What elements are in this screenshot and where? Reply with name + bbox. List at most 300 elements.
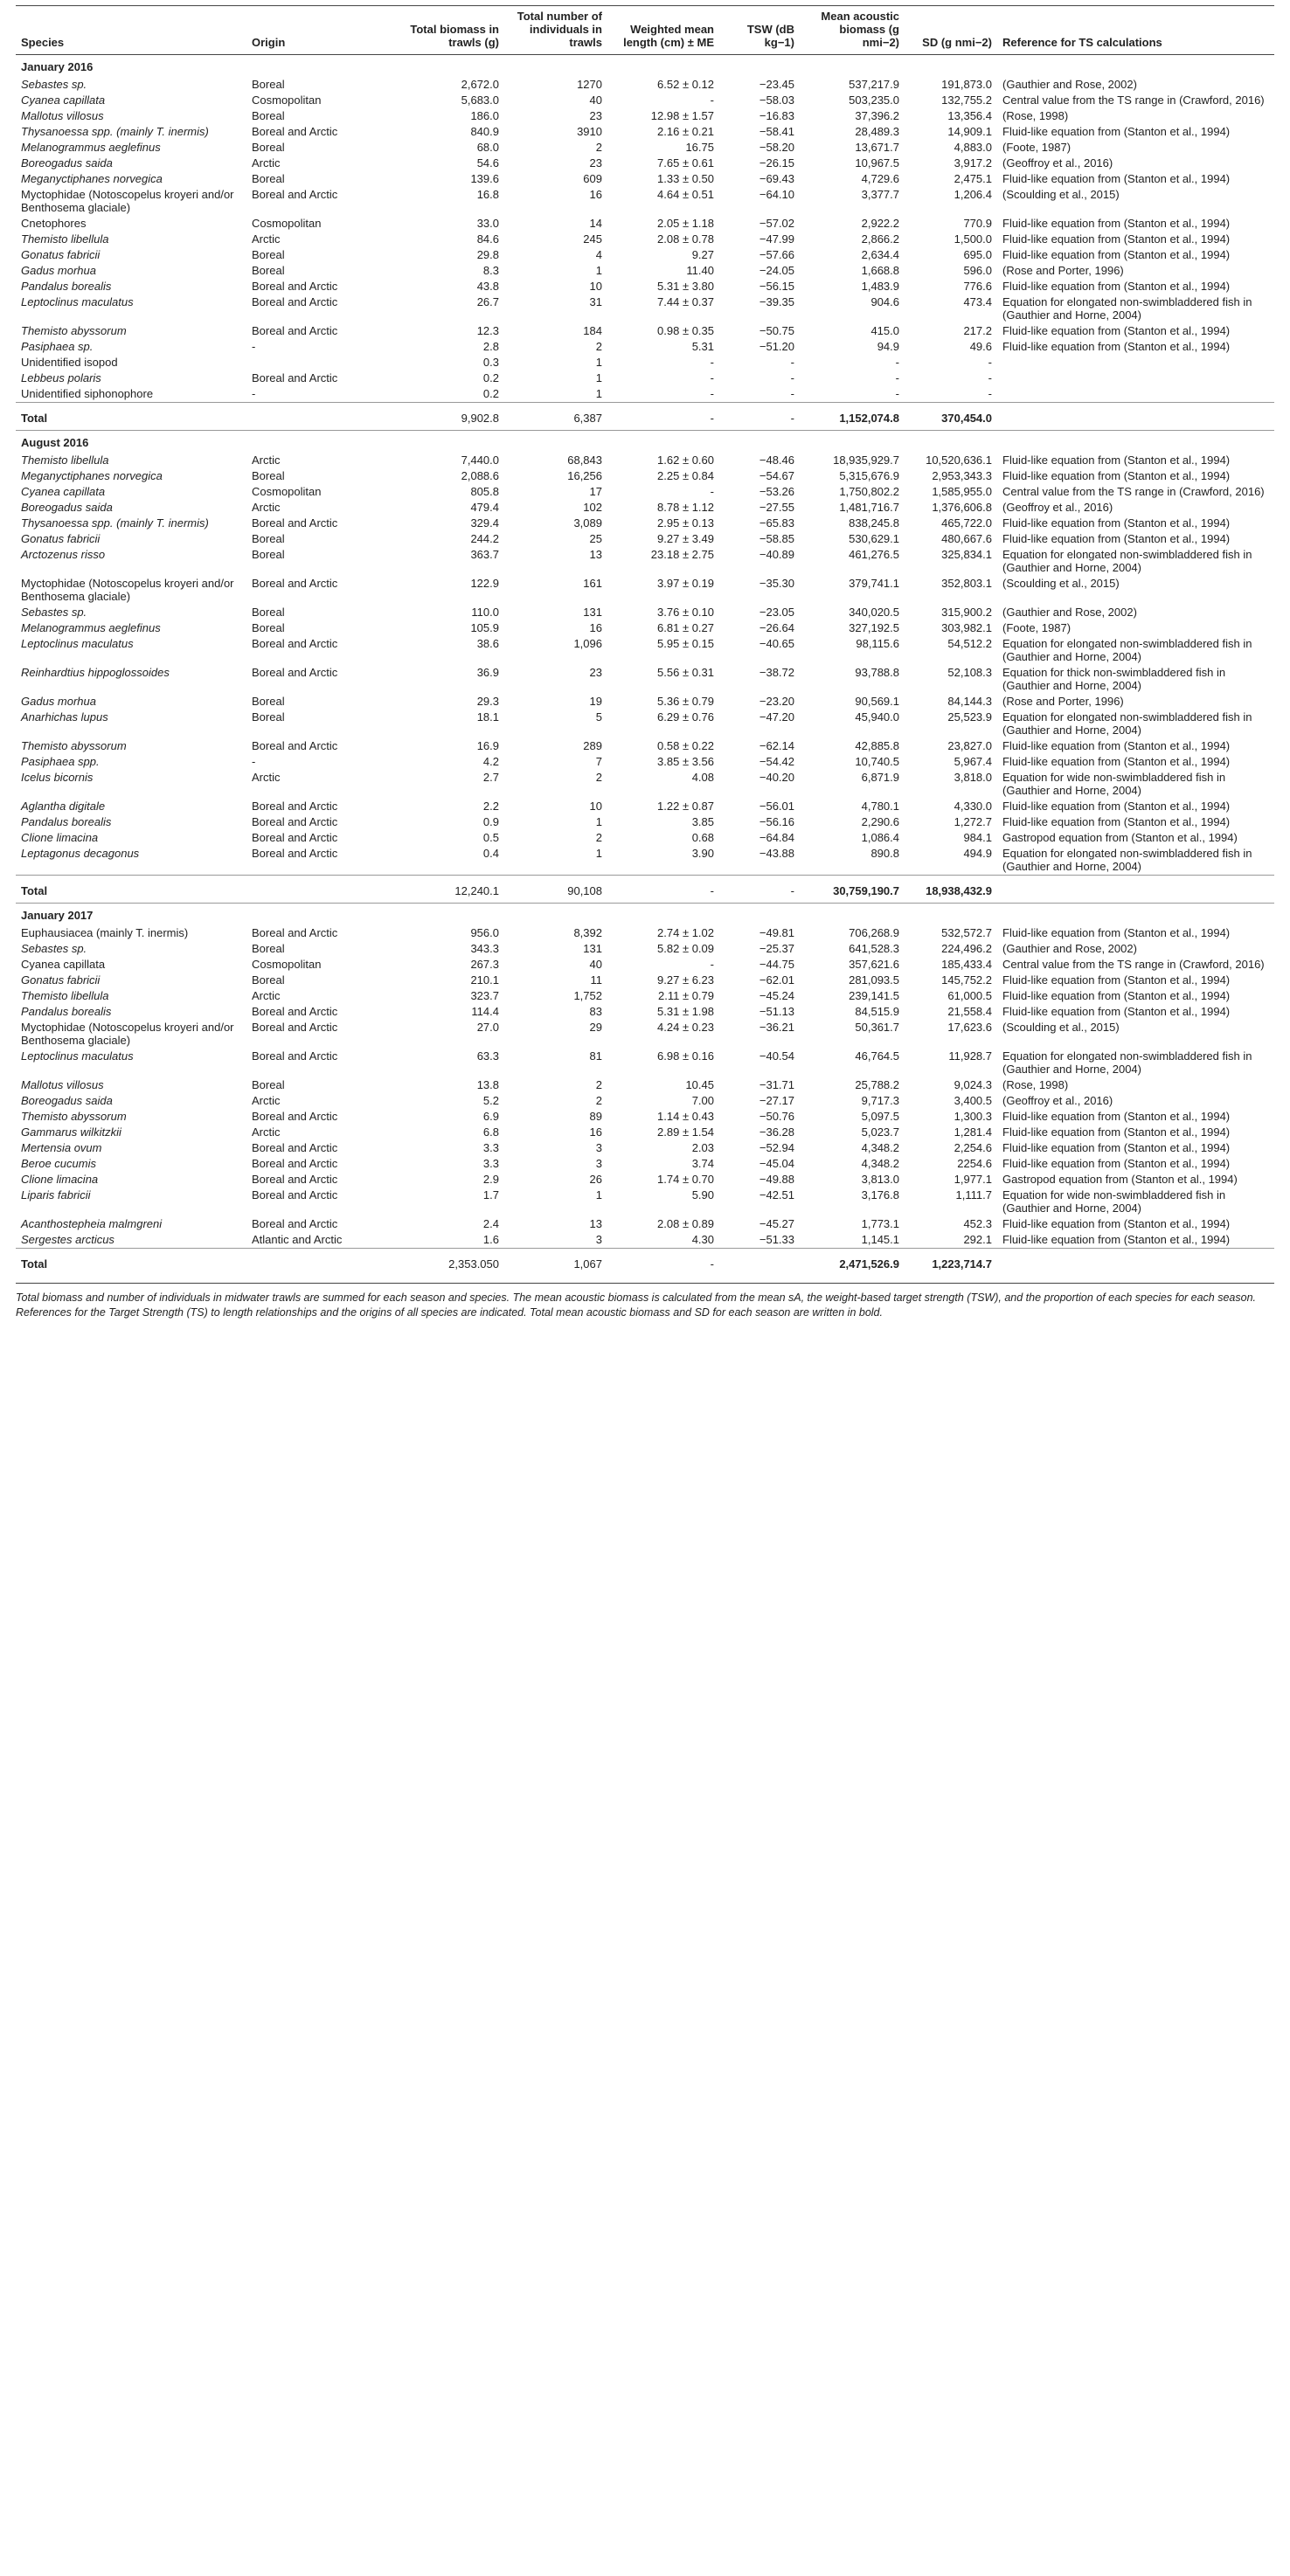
origin-cell: Boreal: [252, 141, 285, 154]
reference-cell: Fluid-like equation from (Stanton et al., 1994): [1002, 1233, 1231, 1246]
biomass-cell: 54.6: [476, 156, 499, 170]
origin-cell: Boreal and Arctic: [252, 577, 338, 590]
sd-cell: 185,433.4: [941, 958, 992, 971]
count-cell: 609: [583, 172, 602, 185]
reference-cell: (Geoffroy et al., 2016): [1002, 1094, 1113, 1107]
sd-cell: 21,558.4: [947, 1005, 992, 1018]
ts-cell: −23.20: [759, 695, 794, 708]
species-cell: Mallotus villosus: [21, 109, 104, 122]
count-cell: 10: [589, 800, 602, 813]
sd-cell: 2,953,343.3: [932, 469, 992, 482]
origin-cell: Boreal and Arctic: [252, 295, 338, 308]
biomass-cell: 186.0: [470, 109, 499, 122]
biomass-cell: 33.0: [476, 217, 499, 230]
length-cell: 9.27 ± 6.23: [657, 973, 714, 987]
count-cell: 16: [589, 1125, 602, 1139]
biomass-cell: 114.4: [471, 1005, 499, 1018]
total-ts-cell: -: [719, 876, 800, 904]
biomass-cell: 4.2: [482, 755, 499, 768]
biomass-cell: 363.7: [470, 548, 499, 561]
acoustic-biomass-cell: 1,483.9: [861, 280, 899, 293]
ts-cell: -: [790, 387, 794, 400]
acoustic-biomass-cell: 357,621.6: [849, 958, 899, 971]
ts-cell: −45.04: [759, 1157, 794, 1170]
length-cell: 6.52 ± 0.12: [657, 78, 714, 91]
sd-cell: 52,108.3: [947, 666, 992, 679]
ts-cell: −25.37: [759, 942, 794, 955]
biomass-cell: 18.1: [476, 710, 499, 724]
table-row: [16, 124, 1274, 140]
length-cell: 3.85: [691, 815, 714, 828]
length-cell: 2.05 ± 1.18: [657, 217, 714, 230]
reference-cell: Fluid-like equation from (Stanton et al., 1994): [1002, 340, 1231, 353]
biomass-cell: 122.9: [470, 577, 499, 590]
biomass-cell: 6.8: [482, 1125, 499, 1139]
biomass-cell: 105.9: [470, 621, 499, 634]
sd-cell: 11,928.7: [948, 1049, 992, 1063]
length-cell: -: [710, 387, 714, 400]
table-row: [16, 247, 1274, 263]
column-header: SD (g nmi−2): [905, 6, 997, 55]
length-cell: 2.03: [691, 1141, 714, 1154]
length-cell: 9.27 ± 3.49: [657, 532, 714, 545]
reference-cell: Fluid-like equation from (Stanton et al., 1994): [1002, 1157, 1231, 1170]
count-cell: 13: [589, 1217, 602, 1230]
ts-cell: −58.03: [759, 93, 794, 107]
table-row: [16, 547, 1274, 576]
ts-cell: −64.84: [759, 831, 794, 844]
length-cell: 5.90: [691, 1188, 714, 1201]
species-biomass-table: [16, 5, 1274, 1276]
ts-cell: −58.20: [759, 141, 794, 154]
acoustic-biomass-cell: 2,290.6: [861, 815, 899, 828]
species-cell: Myctophidae (Notoscopelus kroyeri and/or Benthosema glaciale): [21, 1021, 234, 1047]
total-sd-cell: 18,938,432.9: [905, 876, 997, 904]
total-biomass-cell: 9,902.8: [399, 403, 504, 431]
sd-cell: 1,281.4: [954, 1125, 992, 1139]
ts-cell: −64.10: [759, 188, 794, 201]
species-cell: Gadus morhua: [21, 264, 96, 277]
sd-cell: 1,977.1: [954, 1173, 992, 1186]
origin-cell: Boreal and Arctic: [252, 1049, 338, 1063]
biomass-cell: 329.4: [470, 516, 499, 530]
sd-cell: 352,803.1: [941, 577, 992, 590]
sd-cell: 4,330.0: [954, 800, 992, 813]
count-cell: 289: [583, 739, 602, 752]
ts-cell: −26.15: [759, 156, 794, 170]
acoustic-biomass-cell: 13,671.7: [855, 141, 899, 154]
ts-cell: −51.20: [759, 340, 794, 353]
acoustic-biomass-cell: 838,245.8: [849, 516, 899, 530]
empty-cell: [246, 876, 399, 904]
biomass-cell: 16.8: [476, 188, 499, 201]
species-cell: Themisto abyssorum: [21, 324, 127, 337]
sd-cell: 770.9: [963, 217, 992, 230]
ts-cell: −58.41: [759, 125, 794, 138]
table-row: [16, 988, 1274, 1004]
count-cell: 10: [589, 280, 602, 293]
acoustic-biomass-cell: 46,764.5: [855, 1049, 899, 1063]
sd-cell: 1,376,606.8: [932, 501, 992, 514]
species-cell: Leptoclinus maculatus: [21, 1049, 134, 1063]
ts-cell: −47.99: [759, 232, 794, 246]
reference-cell: (Geoffroy et al., 2016): [1002, 156, 1113, 170]
origin-cell: Cosmopolitan: [252, 217, 322, 230]
origin-cell: Boreal: [252, 1078, 285, 1091]
species-cell: Gonatus fabricii: [21, 532, 101, 545]
empty-cell: [246, 1249, 399, 1277]
sd-cell: 4,883.0: [954, 141, 992, 154]
count-cell: 2: [595, 831, 602, 844]
reference-cell: Equation for elongated non-swimbladdered fish in (Gauthier and Horne, 2004): [1002, 1049, 1252, 1076]
section-title: January 2016: [16, 55, 1274, 78]
sd-cell: 315,900.2: [941, 606, 992, 619]
count-cell: 131: [583, 942, 602, 955]
species-cell: Sebastes sp.: [21, 606, 87, 619]
origin-cell: Boreal: [252, 109, 285, 122]
origin-cell: Arctic: [252, 501, 281, 514]
reference-cell: Central value from the TS range in (Crawford, 2016): [1002, 485, 1265, 498]
ts-cell: −62.01: [759, 973, 794, 987]
origin-cell: Boreal and Arctic: [252, 666, 338, 679]
ts-cell: −69.43: [759, 172, 794, 185]
species-cell: Melanogrammus aeglefinus: [21, 621, 161, 634]
acoustic-biomass-cell: 1,145.1: [861, 1233, 899, 1246]
origin-cell: Arctic: [252, 454, 281, 467]
sd-cell: 1,111.7: [955, 1188, 992, 1201]
biomass-cell: 13.8: [476, 1078, 499, 1091]
reference-cell: (Scoulding et al., 2015): [1002, 577, 1120, 590]
sd-cell: 596.0: [963, 264, 992, 277]
acoustic-biomass-cell: 25,788.2: [855, 1078, 899, 1091]
reference-cell: Fluid-like equation from (Stanton et al., 1994): [1002, 1005, 1231, 1018]
origin-cell: Boreal and Arctic: [252, 280, 338, 293]
acoustic-biomass-cell: 340,020.5: [849, 606, 899, 619]
length-cell: 12.98 ± 1.57: [650, 109, 714, 122]
acoustic-biomass-cell: 379,741.1: [849, 577, 899, 590]
empty-cell: [997, 1249, 1274, 1277]
species-cell: Cyanea capillata: [21, 93, 106, 107]
count-cell: 14: [589, 217, 602, 230]
length-cell: 5.31 ± 3.80: [657, 280, 714, 293]
table-row: [16, 187, 1274, 216]
length-cell: 10.45: [685, 1078, 714, 1091]
column-header: Total number of individuals in trawls: [504, 6, 607, 55]
length-cell: -: [710, 958, 714, 971]
origin-cell: Boreal and Arctic: [252, 926, 338, 939]
acoustic-biomass-cell: 93,788.8: [855, 666, 899, 679]
count-cell: 1,096: [573, 637, 602, 650]
count-cell: 13: [589, 548, 602, 561]
biomass-cell: 1.7: [482, 1188, 499, 1201]
sd-cell: 145,752.2: [941, 973, 992, 987]
ts-cell: −31.71: [759, 1078, 794, 1091]
total-species-cell: Total: [16, 403, 246, 431]
sd-cell: 1,500.0: [954, 232, 992, 246]
length-cell: 8.78 ± 1.12: [657, 501, 714, 514]
ts-cell: −16.83: [759, 109, 794, 122]
origin-cell: Boreal and Arctic: [252, 324, 338, 337]
ts-cell: −39.35: [759, 295, 794, 308]
count-cell: 3: [595, 1141, 602, 1154]
table-row: [16, 605, 1274, 620]
reference-cell: Fluid-like equation from (Stanton et al., 1994): [1002, 739, 1231, 752]
ts-cell: −36.21: [759, 1021, 794, 1034]
total-biomass-cell: 2,353.050: [399, 1249, 504, 1277]
origin-cell: Boreal: [252, 942, 285, 955]
ts-cell: −53.26: [759, 485, 794, 498]
count-cell: 16: [589, 188, 602, 201]
reference-cell: Fluid-like equation from (Stanton et al., 1994): [1002, 516, 1231, 530]
table-row: [16, 830, 1274, 846]
species-cell: Cyanea capillata: [21, 958, 106, 971]
origin-cell: Arctic: [252, 1125, 281, 1139]
species-cell: Themisto libellula: [21, 989, 109, 1002]
origin-cell: Boreal and Arctic: [252, 188, 338, 201]
species-cell: Thysanoessa spp. (mainly T. inermis): [21, 125, 209, 138]
biomass-cell: 5,683.0: [461, 93, 499, 107]
biomass-cell: 244.2: [470, 532, 499, 545]
species-cell: Themisto abyssorum: [21, 739, 127, 752]
biomass-cell: 6.9: [482, 1110, 499, 1123]
ts-cell: −50.76: [759, 1110, 794, 1123]
origin-cell: Boreal and Arctic: [252, 371, 338, 384]
table-row: [16, 636, 1274, 665]
count-cell: 23: [589, 109, 602, 122]
table-row: [16, 370, 1274, 386]
count-cell: 3: [595, 1157, 602, 1170]
sd-cell: 23,827.0: [947, 739, 992, 752]
ts-cell: −51.33: [759, 1233, 794, 1246]
reference-cell: Central value from the TS range in (Crawford, 2016): [1002, 93, 1265, 107]
species-cell: Boreogadus saida: [21, 501, 113, 514]
count-cell: 161: [583, 577, 602, 590]
ts-cell: -: [790, 371, 794, 384]
reference-cell: Fluid-like equation from (Stanton et al., 1994): [1002, 815, 1231, 828]
acoustic-biomass-cell: 503,235.0: [849, 93, 899, 107]
table-row: [16, 294, 1274, 323]
reference-cell: Central value from the TS range in (Crawford, 2016): [1002, 958, 1265, 971]
reference-cell: Fluid-like equation from (Stanton et al., 1994): [1002, 172, 1231, 185]
origin-cell: Boreal: [252, 695, 285, 708]
table-body: [16, 55, 1274, 1277]
ts-cell: −40.89: [759, 548, 794, 561]
length-cell: 16.75: [685, 141, 714, 154]
species-cell: Themisto libellula: [21, 232, 109, 246]
total-sd-cell: 1,223,714.7: [905, 1249, 997, 1277]
sd-cell: 61,000.5: [947, 989, 992, 1002]
sd-cell: 1,272.7: [954, 815, 992, 828]
acoustic-biomass-cell: 18,935,929.7: [833, 454, 899, 467]
length-cell: 3.90: [691, 847, 714, 860]
species-cell: Boreogadus saida: [21, 1094, 113, 1107]
count-cell: 29: [589, 1021, 602, 1034]
ts-cell: −36.28: [759, 1125, 794, 1139]
count-cell: 40: [589, 93, 602, 107]
biomass-cell: 26.7: [476, 295, 499, 308]
species-cell: Boreogadus saida: [21, 156, 113, 170]
total-row: [16, 876, 1274, 904]
acoustic-biomass-cell: 415.0: [870, 324, 899, 337]
reference-cell: Fluid-like equation from (Stanton et al., 1994): [1002, 217, 1231, 230]
length-cell: 2.08 ± 0.89: [657, 1217, 714, 1230]
reference-cell: Equation for wide non-swimbladdered fish in (Gauthier and Horne, 2004): [1002, 1188, 1226, 1215]
sd-cell: 1,300.3: [954, 1110, 992, 1123]
count-cell: 40: [589, 958, 602, 971]
table-row: [16, 1232, 1274, 1249]
table-row: [16, 738, 1274, 754]
length-cell: 2.08 ± 0.78: [657, 232, 714, 246]
ts-cell: −47.20: [759, 710, 794, 724]
ts-cell: −27.17: [759, 1094, 794, 1107]
acoustic-biomass-cell: 281,093.5: [849, 973, 899, 987]
biomass-cell: 2.7: [482, 771, 499, 784]
sd-cell: 984.1: [963, 831, 992, 844]
acoustic-biomass-cell: 5,315,676.9: [839, 469, 899, 482]
length-cell: 4.24 ± 0.23: [657, 1021, 714, 1034]
origin-cell: Boreal and Arctic: [252, 815, 338, 828]
ts-cell: −26.64: [759, 621, 794, 634]
species-cell: Sergestes arcticus: [21, 1233, 114, 1246]
length-cell: 5.31: [691, 340, 714, 353]
table-row: [16, 1172, 1274, 1188]
sd-cell: 13,356.4: [947, 109, 992, 122]
table-row: [16, 814, 1274, 830]
length-cell: 2.74 ± 1.02: [657, 926, 714, 939]
biomass-cell: 479.4: [470, 501, 499, 514]
sd-cell: 2,254.6: [954, 1141, 992, 1154]
biomass-cell: 2.4: [482, 1217, 499, 1230]
acoustic-biomass-cell: 98,115.6: [856, 637, 899, 650]
length-cell: 4.30: [691, 1233, 714, 1246]
biomass-cell: 0.2: [482, 371, 499, 384]
section-row: [16, 55, 1274, 78]
ts-cell: −24.05: [759, 264, 794, 277]
origin-cell: Boreal: [252, 264, 285, 277]
ts-cell: −40.65: [759, 637, 794, 650]
origin-cell: Arctic: [252, 771, 281, 784]
count-cell: 3: [595, 1233, 602, 1246]
ts-cell: −49.88: [759, 1173, 794, 1186]
acoustic-biomass-cell: 3,813.0: [861, 1173, 899, 1186]
table-row: [16, 500, 1274, 516]
sd-cell: 217.2: [963, 324, 992, 337]
table-row: [16, 140, 1274, 156]
acoustic-biomass-cell: 239,141.5: [849, 989, 899, 1002]
acoustic-biomass-cell: 3,176.8: [861, 1188, 899, 1201]
reference-cell: (Gauthier and Rose, 2002): [1002, 78, 1137, 91]
sd-cell: 2,475.1: [954, 172, 992, 185]
acoustic-biomass-cell: 4,348.2: [861, 1141, 899, 1154]
acoustic-biomass-cell: 10,740.5: [855, 755, 899, 768]
origin-cell: Arctic: [252, 232, 281, 246]
sd-cell: 325,834.1: [941, 548, 992, 561]
length-cell: -: [710, 371, 714, 384]
table-row: [16, 531, 1274, 547]
species-cell: Myctophidae (Notoscopelus kroyeri and/or Benthosema glaciale): [21, 188, 234, 214]
acoustic-biomass-cell: 28,489.3: [855, 125, 899, 138]
count-cell: 3,089: [573, 516, 602, 530]
length-cell: -: [710, 356, 714, 369]
length-cell: -: [710, 485, 714, 498]
origin-cell: Boreal: [252, 78, 285, 91]
ts-cell: −56.15: [759, 280, 794, 293]
biomass-cell: 84.6: [476, 232, 499, 246]
count-cell: 1: [595, 387, 602, 400]
origin-cell: -: [252, 755, 256, 768]
sd-cell: 465,722.0: [941, 516, 992, 530]
table-row: [16, 620, 1274, 636]
acoustic-biomass-cell: 4,348.2: [861, 1157, 899, 1170]
species-cell: Melanogrammus aeglefinus: [21, 141, 161, 154]
count-cell: 1: [595, 371, 602, 384]
reference-cell: Fluid-like equation from (Stanton et al., 1994): [1002, 232, 1231, 246]
sd-cell: 191,873.0: [941, 78, 992, 91]
origin-cell: Boreal and Arctic: [252, 125, 338, 138]
origin-cell: Boreal: [252, 710, 285, 724]
ts-cell: −56.01: [759, 800, 794, 813]
table-row: [16, 694, 1274, 710]
species-cell: Clione limacina: [21, 1173, 99, 1186]
species-cell: Clione limacina: [21, 831, 99, 844]
count-cell: 89: [589, 1110, 602, 1123]
species-cell: Gammarus wilkitzkii: [21, 1125, 121, 1139]
table-row: [16, 1156, 1274, 1172]
count-cell: 1: [595, 356, 602, 369]
section-title: January 2017: [16, 904, 1274, 926]
ts-cell: −58.85: [759, 532, 794, 545]
sd-cell: 54,512.2: [947, 637, 992, 650]
ts-cell: −48.46: [759, 454, 794, 467]
species-cell: Leptagonus decagonus: [21, 847, 140, 860]
ts-cell: −65.83: [759, 516, 794, 530]
ts-cell: −56.16: [759, 815, 794, 828]
total-row: [16, 1249, 1274, 1277]
sd-cell: 14,909.1: [947, 125, 992, 138]
sd-cell: 1,585,955.0: [932, 485, 992, 498]
species-cell: Unidentified siphonophore: [21, 387, 154, 400]
sd-cell: 292.1: [963, 1233, 992, 1246]
section-row: [16, 904, 1274, 926]
length-cell: 11.40: [686, 264, 714, 277]
column-header: Total biomass in trawls (g): [399, 6, 504, 55]
biomass-cell: 840.9: [470, 125, 499, 138]
table-row: [16, 263, 1274, 279]
reference-cell: Fluid-like equation from (Stanton et al., 1994): [1002, 1141, 1231, 1154]
reference-cell: Fluid-like equation from (Stanton et al., 1994): [1002, 125, 1231, 138]
biomass-cell: 2.9: [482, 1173, 499, 1186]
origin-cell: Boreal and Arctic: [252, 1157, 338, 1170]
count-cell: 1: [595, 815, 602, 828]
ts-cell: −40.20: [759, 771, 794, 784]
length-cell: 4.08: [691, 771, 714, 784]
count-cell: 2: [595, 1078, 602, 1091]
biomass-cell: 7,440.0: [461, 454, 499, 467]
table-row: [16, 171, 1274, 187]
biomass-cell: 343.3: [470, 942, 499, 955]
length-cell: 6.29 ± 0.76: [657, 710, 714, 724]
ts-cell: −45.27: [759, 1217, 794, 1230]
count-cell: 68,843: [567, 454, 602, 467]
reference-cell: Fluid-like equation from (Stanton et al., 1994): [1002, 248, 1231, 261]
length-cell: 3.85 ± 3.56: [657, 755, 714, 768]
table-row: [16, 710, 1274, 738]
reference-cell: (Rose, 1998): [1002, 109, 1069, 122]
empty-cell: [246, 403, 399, 431]
biomass-cell: 16.9: [476, 739, 499, 752]
ts-cell: −57.66: [759, 248, 794, 261]
acoustic-biomass-cell: 9,717.3: [861, 1094, 899, 1107]
